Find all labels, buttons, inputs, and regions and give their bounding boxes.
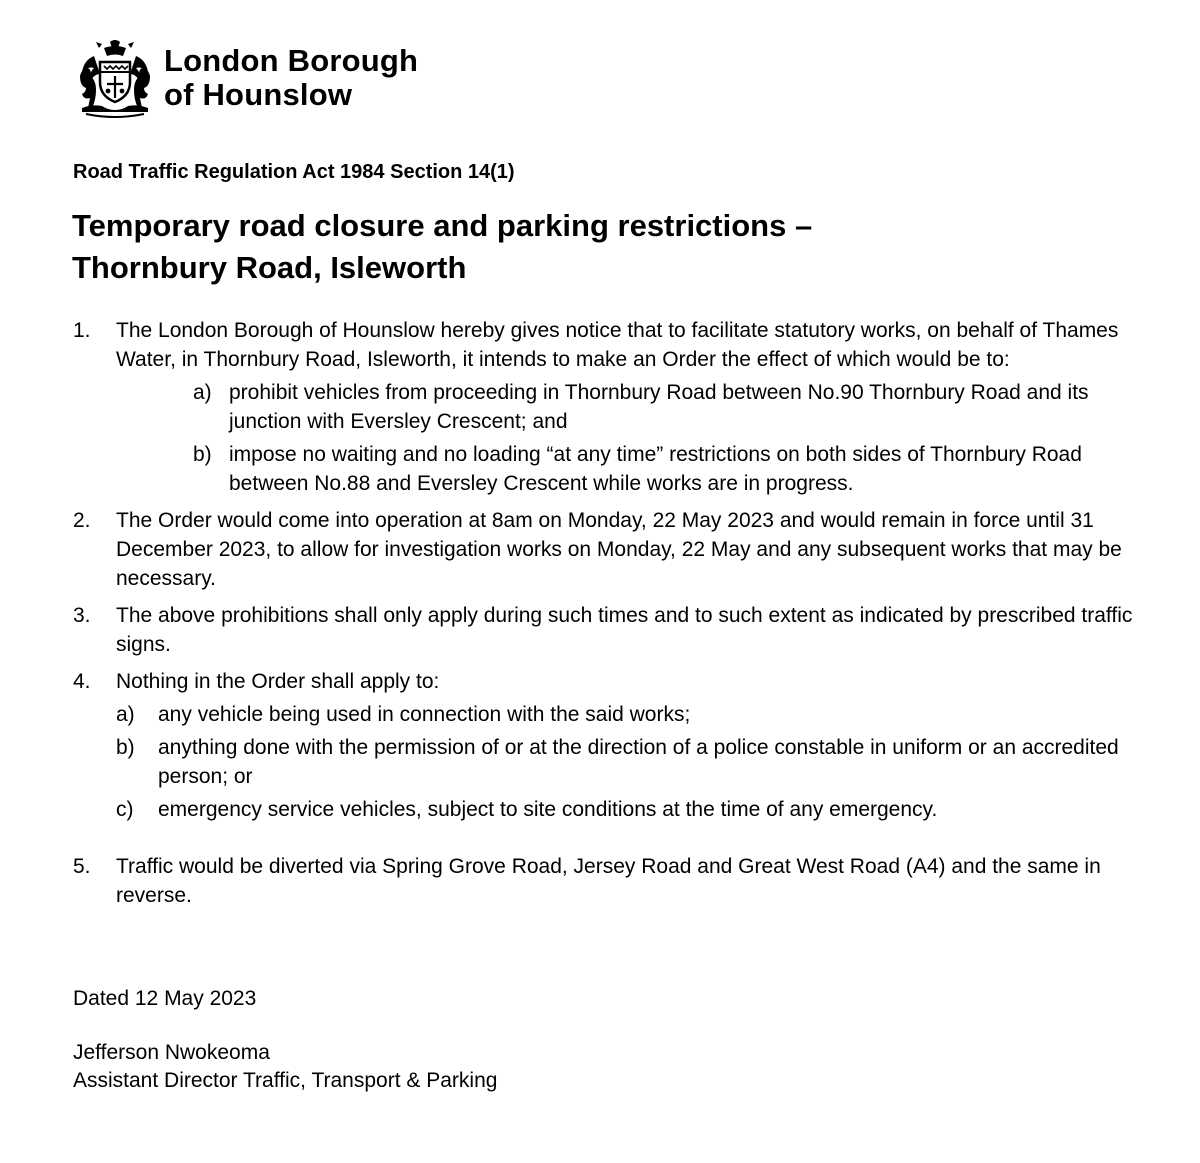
header xyxy=(74,38,418,118)
act-reference: Road Traffic Regulation Act 1984 Section 14(1) xyxy=(73,161,515,183)
sub-item-letter: b) xyxy=(193,443,212,466)
sub-item-letter: c) xyxy=(116,798,134,821)
sub-item xyxy=(116,733,1143,791)
item-number: 3. xyxy=(73,604,91,627)
sub-item-text: anything done with the permission of or at the direction of a police constable in uniform or an accredited person; or xyxy=(158,736,1119,788)
sub-item-letter: a) xyxy=(193,381,212,404)
item-text: Traffic would be diverted via Spring Grove Road, Jersey Road and Great West Road (A4) and the same in reverse. xyxy=(116,855,1101,907)
notice-title xyxy=(72,205,1132,289)
sub-item-text: any vehicle being used in connection with the said works; xyxy=(158,703,691,726)
signatory-name: Jefferson Nwokeoma xyxy=(73,1041,270,1064)
org-name-line2: of Hounslow xyxy=(164,77,353,112)
item-content xyxy=(116,316,1143,498)
title-line1: Temporary road closure and parking restrictions – xyxy=(72,208,813,243)
org-name-line1: London Borough xyxy=(164,43,419,78)
item-content xyxy=(116,667,1143,824)
numbered-item xyxy=(73,852,1143,910)
sub-item xyxy=(116,795,1143,824)
numbered-item xyxy=(73,667,1143,824)
item-number: 4. xyxy=(73,670,91,693)
numbered-item xyxy=(73,316,1143,498)
organisation-name xyxy=(164,44,418,112)
item-text: The London Borough of Hounslow hereby gives notice that to facilitate statutory works, on behalf of Thames Water, in Thornbury Road, Isleworth, it intends to make an Order the effect of which would be to: xyxy=(116,319,1119,371)
sub-list xyxy=(116,700,1143,824)
title-line2: Thornbury Road, Isleworth xyxy=(72,250,467,285)
numbered-item xyxy=(73,506,1143,593)
sub-item-letter: a) xyxy=(116,703,135,726)
signature-block xyxy=(73,1039,497,1095)
item-text: The above prohibitions shall only apply during such times and to such extent as indicated by prescribed traffic signs. xyxy=(116,604,1133,656)
numbered-item xyxy=(73,601,1143,659)
notice-body xyxy=(73,316,1143,918)
date-line: Dated 12 May 2023 xyxy=(73,987,257,1010)
item-text: Nothing in the Order shall apply to: xyxy=(116,670,440,693)
signatory-title: Assistant Director Traffic, Transport & Parking xyxy=(73,1069,498,1092)
sub-item xyxy=(193,440,1143,498)
sub-item xyxy=(193,378,1143,436)
sub-item-text: prohibit vehicles from proceeding in Thornbury Road between No.90 Thornbury Road and its junction with Eversley Crescent; and xyxy=(229,381,1089,433)
item-number: 1. xyxy=(73,319,91,342)
sub-list xyxy=(193,378,1143,498)
sub-item-letter: b) xyxy=(116,736,135,759)
sub-item-text: impose no waiting and no loading “at any time” restrictions on both sides of Thornbury Road between No.88 and Eversley Crescent while works are in progress. xyxy=(229,443,1082,495)
item-number: 5. xyxy=(73,855,91,878)
sub-item xyxy=(116,700,1143,729)
item-text: The Order would come into operation at 8am on Monday, 22 May 2023 and would remain in force until 31 December 2023, to allow for investigation works on Monday, 22 May and any subsequent works that may be necessary. xyxy=(116,509,1122,590)
coat-of-arms-icon xyxy=(74,38,156,118)
sub-item-text: emergency service vehicles, subject to site conditions at the time of any emergency. xyxy=(158,798,938,821)
item-number: 2. xyxy=(73,509,91,532)
